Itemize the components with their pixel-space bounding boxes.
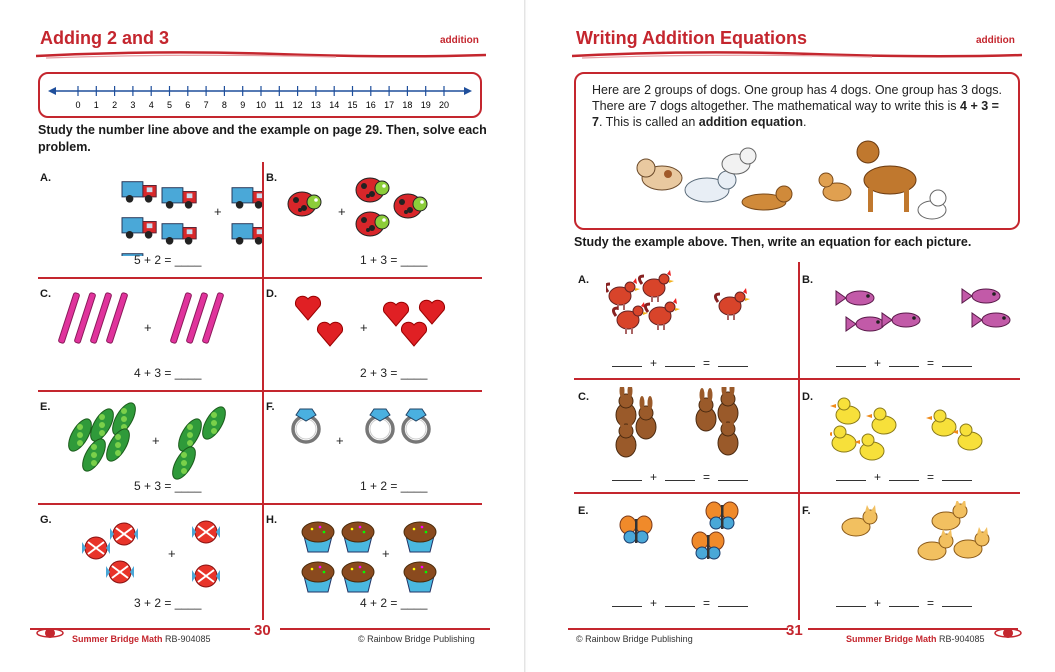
plus-sign: + <box>874 356 882 370</box>
cupcake-icon <box>404 562 436 592</box>
fish-icon <box>882 313 920 327</box>
pea-pod-icon <box>198 403 230 442</box>
problem-picture <box>606 501 806 581</box>
problem-label: D. <box>266 288 277 300</box>
page-title: Adding 2 and 3 <box>40 28 170 48</box>
left-page <box>0 0 526 672</box>
cupcake-icon <box>404 522 436 552</box>
answer-blank[interactable] <box>942 357 972 367</box>
plus-sign: + <box>144 320 152 335</box>
number-line-label: 6 <box>185 100 191 110</box>
plus-sign: + <box>168 546 176 561</box>
equation-blanks <box>836 470 972 484</box>
problem-label: F. <box>802 505 811 517</box>
footer-rule <box>808 628 1018 630</box>
answer-blank[interactable] <box>836 597 866 607</box>
problem-label: D. <box>802 391 813 403</box>
equation-blanks <box>612 470 748 484</box>
example-text: Here are 2 groups of dogs. One group has 4 dogs. One group has 3 dogs. There are 7 dogs altogether. The mathematical way to write this is 4 + 3 = 7. This is called an addition equation. <box>592 83 1002 129</box>
answer-blank[interactable] <box>942 471 972 481</box>
plus-sign: + <box>338 204 346 219</box>
butterfly-icon <box>692 532 724 559</box>
problem-label: C. <box>40 288 51 300</box>
arrow-right-icon <box>464 87 472 95</box>
heart-icon <box>317 322 342 346</box>
instructions: Study the example above. Then, write an equation for each picture. <box>574 235 972 249</box>
plus-sign: + <box>214 204 222 219</box>
cupcake-icon <box>342 562 374 592</box>
number-line-label: 18 <box>402 100 413 110</box>
topic-tag: addition <box>976 35 1015 46</box>
equation: 5 + 3 = ____ <box>134 479 202 493</box>
ring-icon <box>293 409 319 442</box>
problem-label: C. <box>578 391 589 403</box>
answer-blank[interactable] <box>889 597 919 607</box>
title-swoosh <box>572 50 1022 60</box>
plus-sign: + <box>360 320 368 335</box>
candy-icon <box>110 523 138 545</box>
grid-divider <box>38 277 482 279</box>
equals-sign: = <box>703 356 711 370</box>
candy-icon <box>192 565 220 587</box>
fish-icon <box>972 313 1010 327</box>
duck-icon <box>866 408 896 434</box>
title-swoosh <box>36 50 486 60</box>
plus-sign: + <box>650 470 658 484</box>
duck-icon <box>952 424 982 450</box>
rooster-icon <box>639 270 674 302</box>
answer-blank[interactable] <box>718 471 748 481</box>
publisher: © Rainbow Bridge Publishing <box>358 634 475 644</box>
butterfly-icon <box>706 502 738 529</box>
problem-label: E. <box>578 505 589 517</box>
number-line-label: 20 <box>438 100 450 110</box>
publisher: © Rainbow Bridge Publishing <box>576 634 693 644</box>
dog-icon <box>819 173 851 201</box>
problem-picture <box>830 270 1030 350</box>
dog-icon <box>918 190 946 219</box>
fish-icon <box>962 289 1000 303</box>
rooster-icon <box>606 278 640 310</box>
problem-label: A. <box>578 274 589 286</box>
problem-label: G. <box>40 514 52 526</box>
number-line-label: 8 <box>221 100 227 110</box>
problem-label: F. <box>266 401 275 413</box>
problem-label: B. <box>802 274 813 286</box>
answer-blank[interactable] <box>612 357 642 367</box>
equation: 1 + 2 = ____ <box>360 479 428 493</box>
heart-icon <box>419 300 444 324</box>
kitten-icon <box>932 501 967 530</box>
problem-picture <box>52 284 262 372</box>
plus-sign: + <box>336 433 344 448</box>
number-line-label: 0 <box>75 100 81 110</box>
dog-icon <box>637 159 682 190</box>
ring-icon <box>403 409 429 442</box>
page-title: Writing Addition Equations <box>576 28 807 48</box>
dump-truck-icon <box>162 188 196 209</box>
kitten-icon <box>842 505 877 536</box>
equation: 4 + 3 = ____ <box>134 366 202 380</box>
plus-sign: + <box>650 596 658 610</box>
answer-blank[interactable] <box>718 597 748 607</box>
answer-blank[interactable] <box>665 357 695 367</box>
dogs-illustration <box>632 138 962 226</box>
footer-brand: Summer Bridge Math RB-904085 <box>846 634 985 644</box>
problem-picture <box>264 510 474 598</box>
equation: 1 + 3 = ____ <box>360 253 428 267</box>
dog-icon <box>722 148 756 174</box>
heart-icon <box>383 302 408 326</box>
number-line-label: 7 <box>203 100 209 110</box>
ladybug-icon <box>356 178 389 202</box>
problem-label: B. <box>266 172 277 184</box>
dump-truck-icon <box>122 218 156 239</box>
answer-blank[interactable] <box>889 471 919 481</box>
problem-picture <box>830 387 1030 467</box>
duck-icon <box>830 426 856 452</box>
number-line-label: 11 <box>274 100 284 110</box>
problem-picture <box>830 501 1030 581</box>
equation-blanks <box>612 356 748 370</box>
number-line-label: 15 <box>347 100 358 110</box>
answer-blank[interactable] <box>836 357 866 367</box>
page-number: 31 <box>786 622 803 639</box>
equals-sign: = <box>927 356 935 370</box>
kitten-icon <box>954 527 989 558</box>
key-term: addition equation <box>698 115 803 129</box>
number-line-label: 14 <box>329 100 340 110</box>
dog-icon <box>742 186 792 210</box>
planet-icon <box>36 626 64 640</box>
cupcake-icon <box>302 522 334 552</box>
dump-truck-icon <box>162 224 196 245</box>
grid-divider <box>574 492 1020 494</box>
problem-picture <box>52 168 262 256</box>
answer-blank[interactable] <box>665 471 695 481</box>
number-line-box <box>38 72 482 118</box>
rabbit-icon <box>636 396 656 439</box>
equation: 4 + 2 = ____ <box>360 596 428 610</box>
rooster-icon <box>645 298 680 330</box>
number-line-label: 4 <box>148 100 154 110</box>
candy-icon <box>82 537 110 559</box>
problem-picture <box>264 284 474 372</box>
answer-blank[interactable] <box>665 597 695 607</box>
number-line <box>40 74 480 116</box>
dump-truck-icon <box>232 224 262 245</box>
equation-blanks <box>612 596 748 610</box>
ladybug-icon <box>394 194 427 218</box>
plus-sign: + <box>152 433 160 448</box>
number-line-label: 19 <box>420 100 431 110</box>
duck-icon <box>830 398 860 424</box>
number-line-label: 13 <box>310 100 321 110</box>
dump-truck-icon <box>122 182 156 203</box>
answer-blank[interactable] <box>612 471 642 481</box>
duck-icon <box>854 434 884 460</box>
number-line-label: 12 <box>292 100 303 110</box>
problem-picture <box>52 510 262 598</box>
equation: 2 + 3 = ____ <box>360 366 428 380</box>
number-line-label: 3 <box>130 100 136 110</box>
topic-tag: addition <box>440 35 479 46</box>
fish-icon <box>846 317 884 331</box>
equation-blanks <box>836 356 972 370</box>
instructions: Study the number line above and the example on page 29. Then, solve each problem. <box>38 123 487 154</box>
equation: 3 + 2 = ____ <box>134 596 202 610</box>
grid-divider <box>38 390 482 392</box>
footer-rule <box>280 628 490 630</box>
rooster-icon <box>715 288 750 320</box>
equals-sign: = <box>927 596 935 610</box>
grid-divider <box>38 503 482 505</box>
rabbit-icon <box>616 387 636 427</box>
equation-blanks <box>836 596 972 610</box>
plus-sign: + <box>650 356 658 370</box>
dog-icon <box>685 171 736 202</box>
kitten-icon <box>918 529 953 560</box>
answer-blank[interactable] <box>942 597 972 607</box>
rabbit-icon <box>696 388 716 431</box>
answer-blank[interactable] <box>836 471 866 481</box>
dump-truck-icon <box>232 188 262 209</box>
duck-icon <box>926 410 956 436</box>
number-line-label: 9 <box>240 100 246 110</box>
right-page <box>528 0 1055 672</box>
page-number: 30 <box>254 622 271 639</box>
planet-icon <box>994 626 1022 640</box>
rabbit-icon <box>718 387 738 425</box>
problem-picture <box>264 397 474 485</box>
equals-sign: = <box>703 470 711 484</box>
problem-label: H. <box>266 514 277 526</box>
plus-sign: + <box>382 546 390 561</box>
number-line-label: 16 <box>365 100 376 110</box>
problem-label: A. <box>40 172 51 184</box>
candy-icon <box>192 521 220 543</box>
example-equation: 4 + 3 = 7 <box>592 99 999 129</box>
problem-picture <box>264 168 474 256</box>
answer-blank[interactable] <box>612 597 642 607</box>
footer-rule <box>568 628 788 630</box>
heart-icon <box>401 322 426 346</box>
number-line-label: 5 <box>166 100 173 110</box>
problem-picture <box>606 387 806 467</box>
grid-divider <box>574 378 1020 380</box>
arrow-left-icon <box>48 87 56 95</box>
plus-sign: + <box>874 470 882 484</box>
ladybug-icon <box>356 212 389 236</box>
ladybug-icon <box>288 192 321 216</box>
example-box <box>574 72 1020 230</box>
cupcake-icon <box>342 522 374 552</box>
footer-brand: Summer Bridge Math RB-904085 <box>72 634 211 644</box>
fish-icon <box>836 291 874 305</box>
plus-sign: + <box>874 596 882 610</box>
number-line-label: 10 <box>255 100 267 110</box>
cupcake-icon <box>302 562 334 592</box>
problem-label: E. <box>40 401 51 413</box>
number-line-label: 1 <box>93 100 99 110</box>
problem-picture <box>606 270 806 350</box>
number-line-label: 2 <box>112 100 118 110</box>
dog-icon <box>857 141 916 212</box>
equals-sign: = <box>703 596 711 610</box>
number-line-label: 17 <box>384 100 395 110</box>
equation: 5 + 2 = ____ <box>134 253 202 267</box>
heart-icon <box>295 296 320 320</box>
answer-blank[interactable] <box>718 357 748 367</box>
butterfly-icon <box>620 516 652 543</box>
answer-blank[interactable] <box>889 357 919 367</box>
equals-sign: = <box>927 470 935 484</box>
candy-icon <box>106 561 134 583</box>
ring-icon <box>367 409 393 442</box>
